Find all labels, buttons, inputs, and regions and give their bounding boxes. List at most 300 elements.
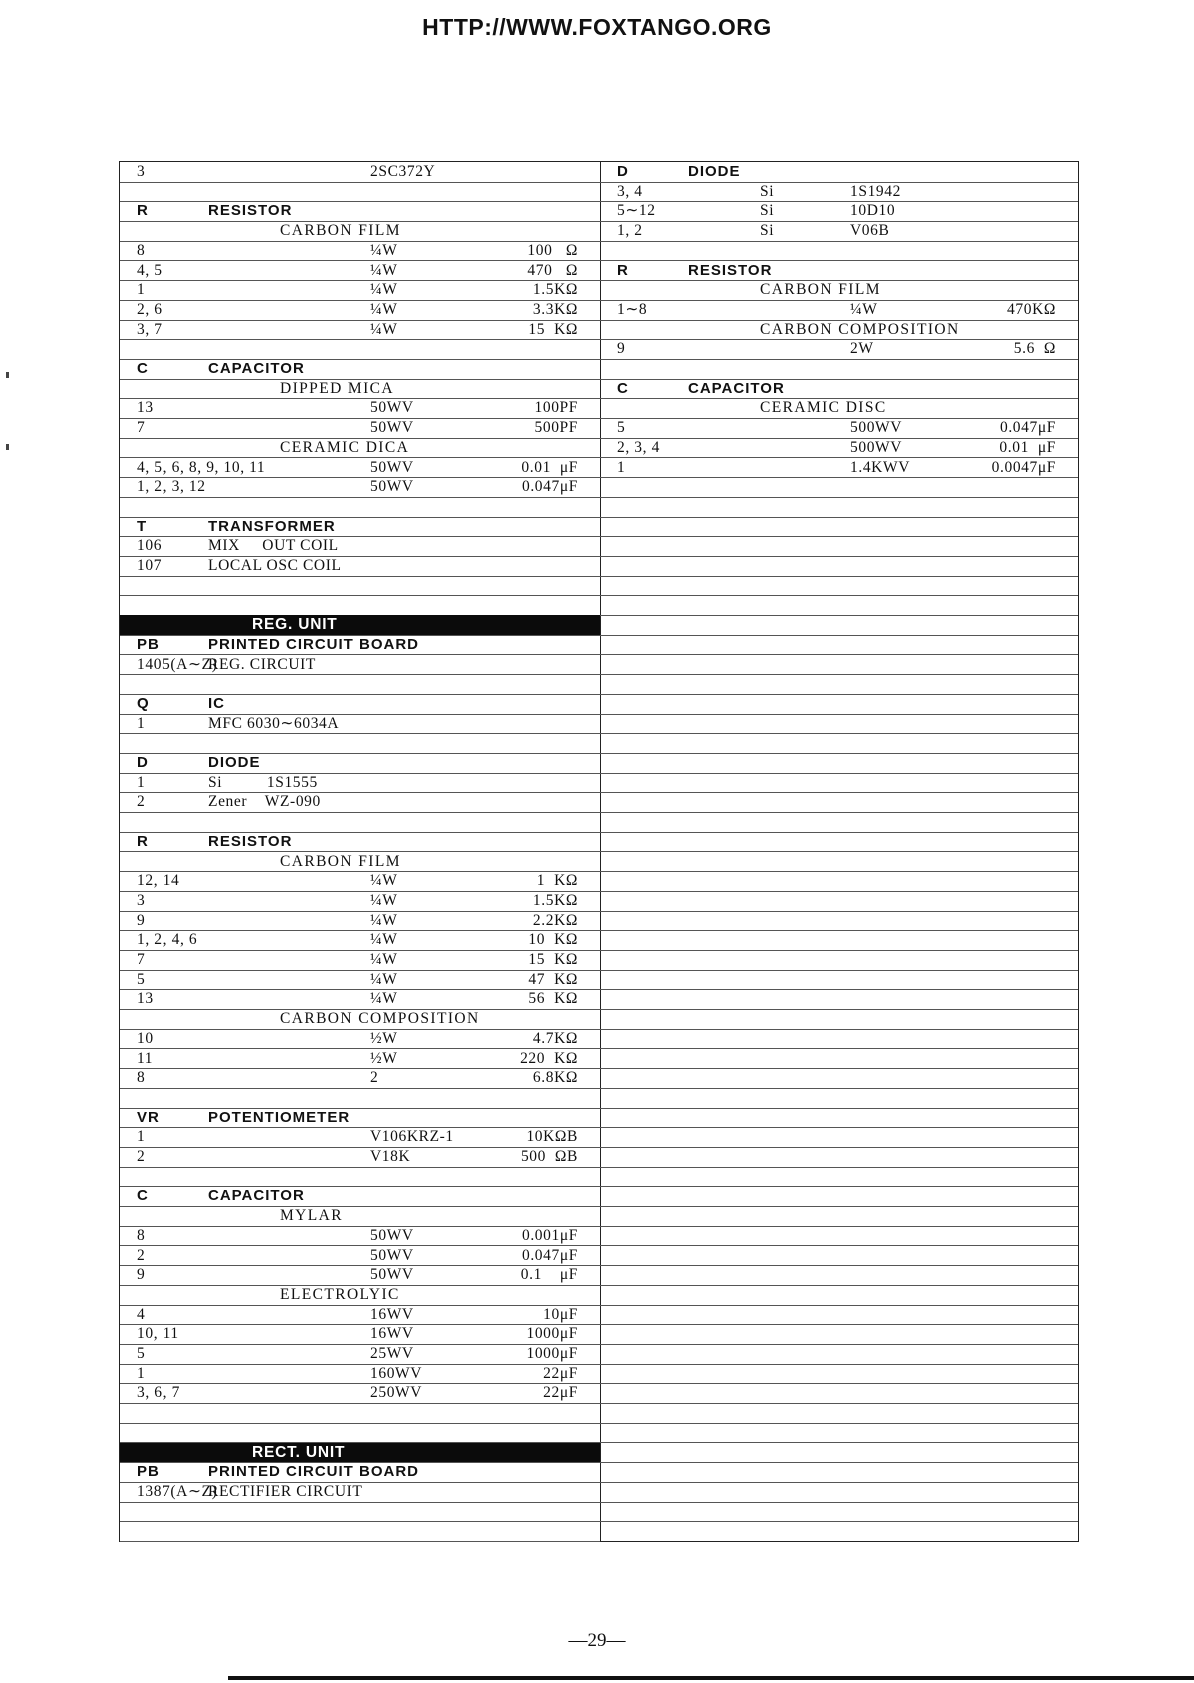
part-rating: ¼W	[370, 911, 398, 929]
part-rating: 2W	[850, 340, 874, 358]
part-ref: 1, 2, 4, 6	[137, 931, 198, 949]
part-ref: 5	[137, 970, 146, 988]
category-heading-row	[120, 753, 600, 774]
blank-row	[600, 911, 1078, 932]
part-ref: 9	[137, 1266, 146, 1284]
part-ref: 5∼12	[617, 202, 656, 220]
blank-row	[120, 1423, 600, 1444]
blank-row	[120, 733, 600, 754]
part-rating: ¼W	[370, 951, 398, 968]
part-ref: 1	[617, 458, 626, 476]
blank-row	[600, 1265, 1078, 1286]
category-heading-row	[600, 162, 1078, 183]
part-row	[600, 339, 1078, 360]
subcategory-row	[600, 320, 1078, 341]
blank-row	[600, 1344, 1078, 1365]
part-ref: 7	[137, 419, 146, 437]
part-rating: V18K	[370, 1148, 411, 1165]
part-description: RECTIFIER CIRCUIT	[208, 1482, 363, 1500]
subcategory-row	[120, 852, 600, 873]
part-row	[120, 300, 600, 321]
category-heading-row	[600, 261, 1078, 282]
blank-row	[600, 1147, 1078, 1168]
blank-row	[600, 950, 1078, 971]
part-row	[120, 477, 600, 498]
subcategory-row	[600, 398, 1078, 419]
part-row	[120, 950, 600, 971]
part-ref: 1387(A∼Z)	[137, 1482, 218, 1500]
category-heading-row	[120, 1462, 600, 1483]
part-row	[120, 1029, 600, 1050]
part-row	[600, 300, 1078, 321]
blank-row	[600, 1423, 1078, 1444]
part-value: 500 ΩB	[520, 1148, 578, 1165]
part-ref: 1∼8	[617, 300, 648, 318]
part-value: 10 KΩ	[528, 931, 578, 949]
part-ref: Q	[137, 694, 150, 712]
part-rating: ¼W	[370, 891, 398, 909]
part-description: MIX OUT COIL	[208, 537, 339, 555]
part-row	[120, 280, 600, 301]
part-row	[120, 1049, 600, 1070]
part-ref: 8	[137, 1069, 146, 1087]
part-row	[120, 911, 600, 932]
part-ref: 1	[137, 281, 146, 299]
blank-row	[600, 1068, 1078, 1089]
part-value: 6.8KΩ	[532, 1069, 578, 1087]
blank-row	[600, 694, 1078, 715]
blank-row	[600, 1502, 1078, 1523]
part-row	[120, 1364, 600, 1385]
part-rating: ¼W	[370, 320, 398, 338]
blank-row	[120, 339, 600, 360]
unit-heading	[120, 615, 600, 636]
part-row	[120, 1246, 600, 1267]
part-rating: 2	[370, 1069, 379, 1087]
part-ref: PB	[137, 635, 160, 653]
part-value: 0.0047μF	[991, 458, 1056, 476]
part-description: DIPPED MICA	[280, 379, 395, 397]
part-rating: 50WV	[370, 1266, 414, 1284]
parts-list-table	[119, 161, 1079, 1542]
blank-row	[600, 497, 1078, 518]
part-rating: 50WV	[370, 478, 414, 496]
part-description: RESISTOR	[208, 202, 293, 220]
part-ref: 1, 2	[617, 222, 643, 240]
blank-row	[120, 674, 600, 695]
part-value: 100PF	[534, 399, 578, 417]
subcategory-row	[600, 280, 1078, 301]
part-value: 0.047μF	[521, 478, 578, 496]
part-row	[120, 930, 600, 951]
part-value: 0.047μF	[521, 1246, 578, 1264]
category-heading-row	[120, 694, 600, 715]
part-row	[600, 221, 1078, 242]
part-row	[120, 1383, 600, 1404]
blank-row	[600, 733, 1078, 754]
part-value: 4.7KΩ	[532, 1029, 578, 1047]
part-value: 15 KΩ	[528, 951, 578, 968]
part-row	[120, 536, 600, 557]
part-row	[120, 1147, 600, 1168]
site-url: HTTP://WWW.FOXTANGO.ORG	[422, 14, 772, 40]
part-value: 0.01 μF	[521, 458, 578, 476]
part-rating: 25WV	[370, 1345, 414, 1362]
blank-row	[120, 497, 600, 518]
part-ref: 2	[137, 1148, 146, 1165]
part-ref: 1	[137, 1364, 146, 1382]
blank-row	[600, 1305, 1078, 1326]
part-row	[120, 556, 600, 577]
part-ref: 1	[137, 773, 146, 791]
part-rating: ¼W	[370, 281, 398, 299]
part-row	[120, 418, 600, 439]
blank-row	[120, 1521, 600, 1542]
part-ref: 1405(A∼Z)	[137, 655, 218, 673]
part-description: REG. CIRCUIT	[208, 655, 316, 673]
part-rating: 10D10	[850, 202, 896, 220]
part-row	[120, 261, 600, 282]
blank-row	[600, 1186, 1078, 1207]
part-ref: 3, 7	[137, 320, 163, 338]
part-description: CARBON FILM	[280, 852, 401, 870]
blank-row	[120, 1502, 600, 1523]
part-description: Si	[760, 222, 775, 240]
part-ref: D	[617, 163, 629, 180]
part-ref: 5	[137, 1345, 146, 1362]
page-number: —29—	[568, 1630, 626, 1651]
part-row	[120, 241, 600, 262]
scan-speck	[6, 372, 9, 378]
part-row	[120, 655, 600, 676]
blank-row	[120, 1167, 600, 1188]
part-rating: 1.4KWV	[850, 458, 910, 476]
part-value: 15 KΩ	[528, 320, 578, 338]
part-rating: ¼W	[370, 261, 398, 279]
blank-row	[600, 1443, 1078, 1464]
part-description: Si	[760, 182, 775, 200]
part-description: RESISTOR	[688, 261, 773, 279]
part-value: 0.1 μF	[520, 1266, 578, 1284]
unit-heading-label: RECT. UNIT	[252, 1443, 346, 1461]
part-row	[600, 438, 1078, 459]
part-description: ELECTROLYIC	[280, 1285, 400, 1303]
part-ref: 3, 4	[617, 182, 643, 200]
part-ref: 106	[137, 537, 163, 555]
part-ref: 2	[137, 1246, 146, 1264]
part-ref: PB	[137, 1463, 160, 1481]
part-row	[600, 182, 1078, 203]
part-ref: C	[617, 379, 629, 397]
part-value: 10KΩB	[526, 1128, 578, 1146]
blank-row	[600, 1088, 1078, 1109]
part-row	[120, 1305, 600, 1326]
blank-row	[120, 182, 600, 203]
blank-row	[600, 792, 1078, 813]
part-ref: 4	[137, 1305, 146, 1323]
part-ref: 1, 2, 3, 12	[137, 478, 206, 496]
part-row	[120, 398, 600, 419]
blank-row	[120, 576, 600, 597]
part-ref: 13	[137, 990, 154, 1008]
part-value: 0.01 μF	[999, 438, 1056, 456]
part-row	[600, 418, 1078, 439]
part-ref: C	[137, 1187, 149, 1205]
unit-heading	[120, 1443, 600, 1464]
part-ref: R	[617, 261, 629, 279]
part-value: 0.001μF	[521, 1226, 578, 1244]
blank-row	[600, 930, 1078, 951]
part-rating: ¼W	[370, 241, 398, 259]
blank-row	[600, 1383, 1078, 1404]
part-ref: D	[137, 754, 149, 771]
part-description: TRANSFORMER	[208, 517, 336, 535]
blank-row	[600, 477, 1078, 498]
part-ref: 10, 11	[137, 1325, 179, 1343]
part-description: CARBON COMPOSITION	[760, 320, 960, 338]
part-rating: 160WV	[370, 1364, 423, 1382]
blank-row	[600, 714, 1078, 735]
blank-row	[600, 1029, 1078, 1050]
part-rating: 1S1942	[850, 182, 901, 200]
part-row	[120, 1324, 600, 1345]
category-heading-row	[120, 1108, 600, 1129]
blank-row	[600, 832, 1078, 853]
part-rating: 50WV	[370, 399, 414, 417]
part-rating: 2SC372Y	[370, 163, 436, 180]
part-rating: 500WV	[850, 438, 903, 456]
part-description: Si 1S1555	[208, 773, 318, 791]
part-description: PRINTED CIRCUIT BOARD	[208, 635, 419, 653]
part-value: 10μF	[543, 1305, 578, 1323]
blank-row	[120, 1088, 600, 1109]
part-ref: 2	[137, 793, 146, 811]
part-value: 22μF	[543, 1364, 578, 1382]
part-description: CARBON FILM	[760, 281, 881, 299]
part-ref: 12, 14	[137, 872, 180, 890]
subcategory-row	[120, 221, 600, 242]
subcategory-row	[120, 438, 600, 459]
category-heading-row	[120, 1186, 600, 1207]
part-description: DIODE	[208, 754, 261, 771]
part-value: 5.6 Ω	[1013, 340, 1056, 358]
part-description: CERAMIC DICA	[280, 438, 410, 456]
category-heading-row	[600, 379, 1078, 400]
part-rating: 50WV	[370, 1246, 414, 1264]
part-rating: ¼W	[850, 300, 878, 318]
blank-row	[120, 1403, 600, 1424]
blank-row	[600, 556, 1078, 577]
blank-row	[600, 891, 1078, 912]
blank-row	[600, 1285, 1078, 1306]
part-description: MFC 6030∼6034A	[208, 714, 340, 732]
blank-row	[600, 989, 1078, 1010]
scan-speck	[6, 444, 9, 450]
part-ref: 4, 5, 6, 8, 9, 10, 11	[137, 458, 266, 476]
part-value: 220 KΩ	[520, 1049, 578, 1067]
blank-row	[600, 536, 1078, 557]
part-description: Zener WZ-090	[208, 793, 321, 811]
part-ref: 2, 3, 4	[617, 438, 660, 456]
part-description: DIODE	[688, 163, 741, 180]
part-ref: R	[137, 202, 149, 220]
part-ref: 8	[137, 1226, 146, 1244]
part-rating: ½W	[370, 1029, 398, 1047]
part-value: 47 KΩ	[528, 970, 578, 988]
blank-row	[600, 1108, 1078, 1129]
part-description: CARBON COMPOSITION	[280, 1010, 480, 1028]
part-rating: ¼W	[370, 300, 398, 318]
part-row	[120, 458, 600, 479]
part-ref: 1	[137, 1128, 146, 1146]
part-value: 100 Ω	[527, 241, 578, 259]
part-value: 470 Ω	[527, 261, 578, 279]
part-ref: R	[137, 832, 149, 850]
part-description: Si	[760, 202, 775, 220]
part-description: CAPACITOR	[688, 379, 785, 397]
part-rating: ¼W	[370, 872, 398, 890]
category-heading-row	[120, 635, 600, 656]
part-ref: 3, 6, 7	[137, 1384, 180, 1402]
part-row	[600, 201, 1078, 222]
part-value: 0.047μF	[999, 419, 1056, 437]
part-row	[120, 970, 600, 991]
part-row	[120, 1344, 600, 1365]
part-ref: 3	[137, 163, 146, 180]
part-ref: 4, 5	[137, 261, 163, 279]
blank-row	[600, 753, 1078, 774]
blank-row	[600, 1206, 1078, 1227]
part-description: RESISTOR	[208, 832, 293, 850]
part-ref: 10	[137, 1029, 154, 1047]
blank-row	[600, 1324, 1078, 1345]
blank-row	[600, 1364, 1078, 1385]
part-ref: VR	[137, 1108, 160, 1126]
part-value: 470KΩ	[1007, 300, 1056, 318]
part-row	[120, 714, 600, 735]
blank-row	[600, 655, 1078, 676]
part-rating: 500WV	[850, 419, 903, 437]
blank-row	[600, 773, 1078, 794]
part-description: CAPACITOR	[208, 1187, 305, 1205]
blank-row	[600, 359, 1078, 380]
part-ref: 2, 6	[137, 300, 163, 318]
blank-row	[600, 1403, 1078, 1424]
category-heading-row	[120, 201, 600, 222]
category-heading-row	[120, 517, 600, 538]
part-value: 2.2KΩ	[532, 911, 578, 929]
unit-heading-label: REG. UNIT	[252, 616, 338, 634]
bottom-rule	[228, 1676, 1194, 1680]
part-rating: ½W	[370, 1049, 398, 1067]
blank-row	[600, 1246, 1078, 1267]
part-row	[120, 871, 600, 892]
part-value: 1000μF	[526, 1325, 578, 1343]
part-description: MYLAR	[280, 1207, 343, 1225]
blank-row	[120, 595, 600, 616]
blank-row	[600, 871, 1078, 892]
part-ref: 3	[137, 891, 146, 909]
part-rating: 50WV	[370, 1226, 414, 1244]
blank-row	[600, 1482, 1078, 1503]
subcategory-row	[120, 1009, 600, 1030]
part-value: 1 KΩ	[536, 872, 578, 890]
part-row	[600, 458, 1078, 479]
part-rating: V106KRZ-1	[370, 1128, 454, 1146]
category-heading-row	[120, 359, 600, 380]
part-rating: V06B	[850, 222, 890, 240]
part-description: LOCAL OSC COIL	[208, 557, 342, 574]
blank-row	[600, 635, 1078, 656]
blank-row	[600, 1226, 1078, 1247]
blank-row	[600, 241, 1078, 262]
part-rating: ¼W	[370, 931, 398, 949]
part-ref: 7	[137, 951, 146, 968]
blank-row	[600, 674, 1078, 695]
part-rating: 16WV	[370, 1305, 414, 1323]
subcategory-row	[120, 1285, 600, 1306]
part-row	[120, 989, 600, 1010]
blank-row	[600, 517, 1078, 538]
part-row	[120, 1068, 600, 1089]
part-description: IC	[208, 694, 225, 712]
part-description: PRINTED CIRCUIT BOARD	[208, 1463, 419, 1481]
blank-row	[600, 1167, 1078, 1188]
part-row	[120, 773, 600, 794]
part-row	[120, 792, 600, 813]
part-row	[120, 1265, 600, 1286]
blank-row	[600, 615, 1078, 636]
blank-row	[600, 812, 1078, 833]
part-ref: 13	[137, 399, 154, 417]
part-rating: 50WV	[370, 419, 414, 437]
part-description: CAPACITOR	[208, 360, 305, 377]
part-rating: ¼W	[370, 990, 398, 1008]
part-row	[120, 162, 600, 183]
part-ref: T	[137, 517, 148, 535]
part-ref: 1	[137, 714, 146, 732]
part-ref: 9	[617, 340, 626, 358]
part-rating: 16WV	[370, 1325, 414, 1343]
category-heading-row	[120, 832, 600, 853]
blank-row	[600, 970, 1078, 991]
blank-row	[120, 812, 600, 833]
part-rating: 50WV	[370, 458, 414, 476]
part-row	[120, 1226, 600, 1247]
part-rating: 250WV	[370, 1384, 423, 1402]
part-row	[120, 891, 600, 912]
part-description: CARBON FILM	[280, 222, 401, 240]
part-value: 500PF	[534, 419, 578, 437]
part-value: 1.5KΩ	[532, 281, 578, 299]
part-description: POTENTIOMETER	[208, 1108, 351, 1126]
blank-row	[600, 1009, 1078, 1030]
part-row	[120, 320, 600, 341]
blank-row	[600, 1127, 1078, 1148]
part-ref: 11	[137, 1049, 154, 1067]
part-row	[120, 1482, 600, 1503]
part-value: 1.5KΩ	[532, 891, 578, 909]
part-rating: ¼W	[370, 970, 398, 988]
part-value: 1000μF	[526, 1345, 578, 1362]
part-value: 56 KΩ	[528, 990, 578, 1008]
part-ref: 5	[617, 419, 626, 437]
blank-row	[600, 576, 1078, 597]
blank-row	[600, 1462, 1078, 1483]
blank-row	[600, 852, 1078, 873]
part-row	[120, 1127, 600, 1148]
subcategory-row	[120, 1206, 600, 1227]
